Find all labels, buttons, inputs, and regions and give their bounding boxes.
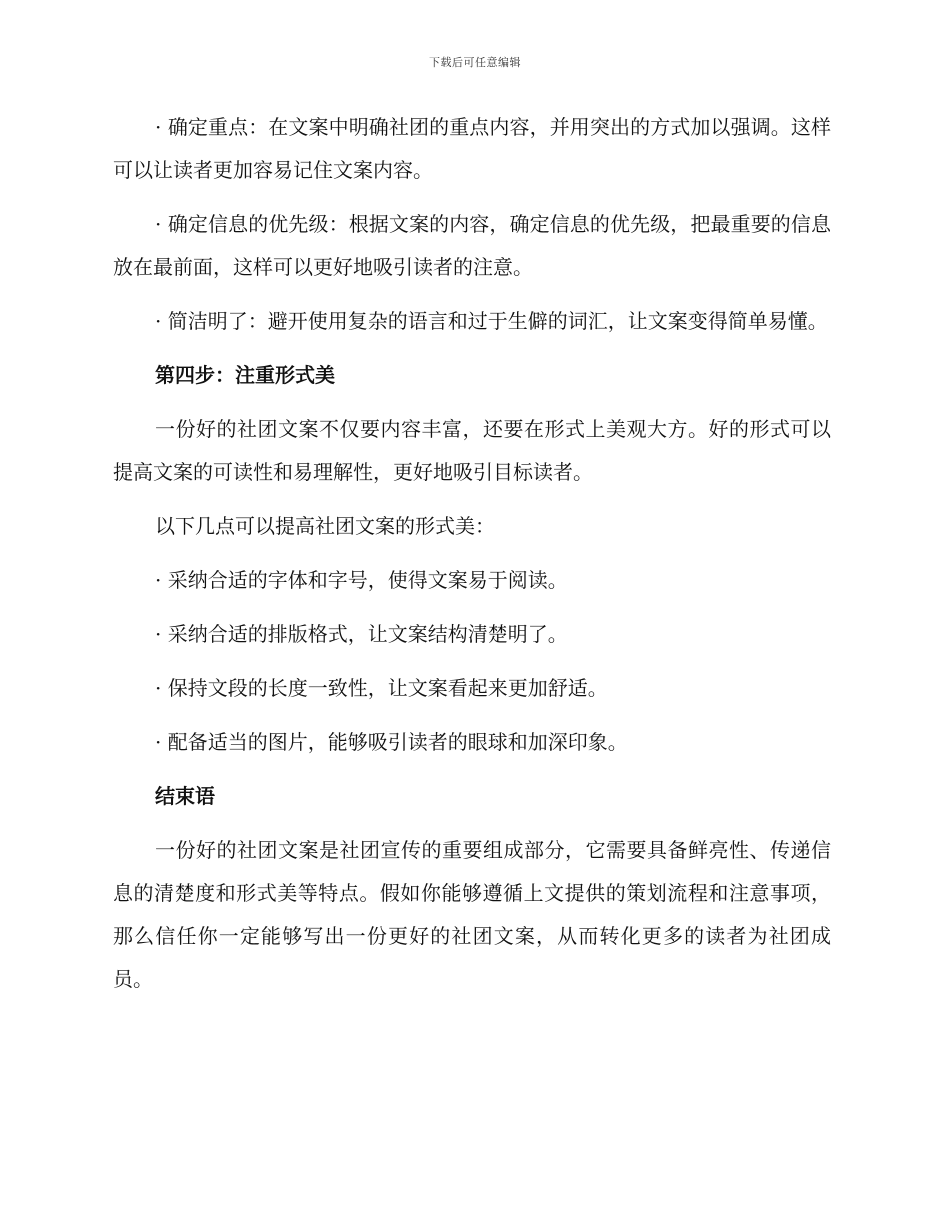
section-heading-conclusion: 结束语 (155, 784, 215, 808)
bullet-images: · 配备适当的图片，能够吸引读者的眼球和加深印象。 (155, 730, 628, 754)
bullet-determine-focus: · 确定重点：在文案中明确社团的重点内容，并用突出的方式加以强调。这样可以让读者更加容易记住文案内容。 (113, 115, 831, 182)
page-header: 下载后可任意编辑 (429, 56, 521, 69)
section-heading-step4: 第四步：注重形式美 (155, 363, 335, 387)
bullet-layout-format: · 采纳合适的排版格式，让文案结构清楚明了。 (155, 622, 568, 646)
step4-paragraph: 一份好的社团文案不仅要内容丰富，还要在形式上美观大方。好的形式可以提高文案的可读性和易理解性，更好地吸引目标读者。 (113, 417, 831, 484)
bullet-information-priority: · 确定信息的优先级：根据文案的内容，确定信息的优先级，把最重要的信息放在最前面，这样可以更好地吸引读者的注意。 (113, 212, 831, 279)
document-body (113, 106, 831, 1012)
conclusion-paragraph: 一份好的社团文案是社团宣传的重要组成部分，它需要具备鲜亮性、传递信息的清楚度和形式美等特点。假如你能够遵循上文提供的策划流程和注意事项，那么信任你一定能够写出一份更好的社团文案，从而转化更多的读者为社团成员。 (113, 838, 831, 991)
bullet-paragraph-length: · 保持文段的长度一致性，让文案看起来更加舒适。 (155, 676, 608, 700)
bullet-concise: · 简洁明了：避开使用复杂的语言和过于生僻的词汇，让文案变得简单易懂。 (155, 309, 828, 333)
step4-intro: 以下几点可以提高社团文案的形式美： (155, 514, 495, 538)
bullet-font-choice: · 采纳合适的字体和字号，使得文案易于阅读。 (155, 568, 568, 592)
